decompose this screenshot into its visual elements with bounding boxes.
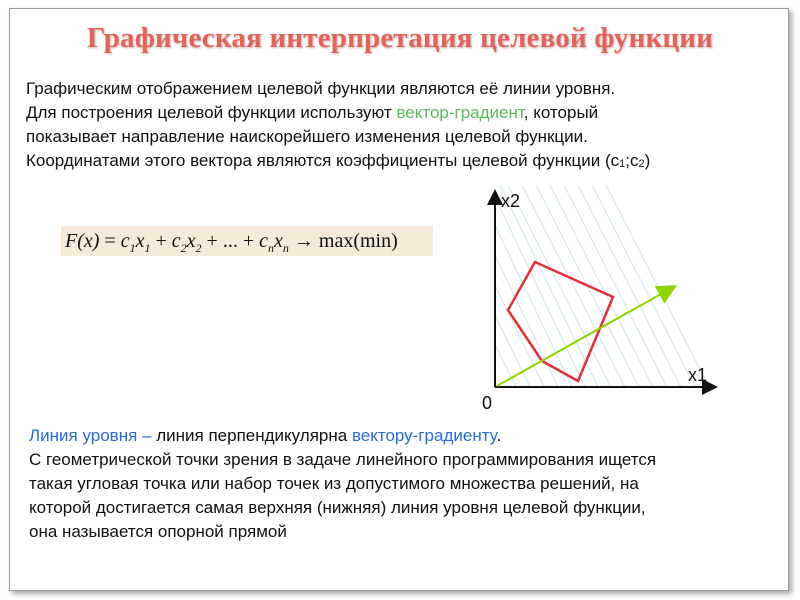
formula-dots: + ... +: [201, 230, 260, 252]
gradient-vector: [497, 289, 670, 386]
formula-cn-sub: n: [268, 241, 274, 255]
definition-line-1-end: .: [496, 426, 502, 445]
level-line-term: Линия уровня –: [29, 426, 152, 445]
formula-c2: c: [171, 230, 181, 252]
gradient-vector-term: вектор-градиент: [396, 103, 524, 122]
objective-function-formula: [61, 226, 433, 256]
definition-line-1-mid: линия перпендикулярна: [151, 426, 352, 445]
intro-line-4: [26, 149, 778, 176]
intro-line-2-start: Для построения целевой функции используют: [26, 103, 397, 122]
intro-line-2: [26, 101, 778, 125]
formula-arrow: →: [288, 230, 319, 252]
formula-c2-sub: 2: [180, 241, 187, 255]
intro-line-4-start: Координатами этого вектора являются коэффициенты целевой функции (с: [26, 151, 620, 170]
definition-line-4: которой достигается самая верхняя (нижняя) линия уровня целевой функции,: [29, 498, 646, 517]
intro-text: [26, 77, 778, 176]
gradient-vector-term-2: вектору-градиенту: [351, 426, 497, 445]
formula-xn-sub: n: [282, 241, 289, 255]
definition-line-2: С геометрической точки зрения в задаче линейного программирования ищется: [29, 450, 657, 469]
intro-line-4-mid: ;с: [625, 151, 639, 170]
intro-line-3: показывает направление наискорейшего изменения целевой функции.: [26, 127, 588, 146]
formula-c1: c: [120, 230, 130, 252]
formula-x2: x: [186, 230, 196, 252]
y-axis-label: x2: [501, 191, 521, 211]
formula-cn: c: [259, 230, 268, 252]
coef-sub-2: 2: [638, 158, 645, 170]
intro-line-2-end: , который: [523, 103, 599, 122]
formula-plus-1: +: [150, 230, 172, 252]
formula-lhs: F(x): [65, 230, 100, 252]
definition-text: [29, 424, 781, 544]
origin-label: 0: [482, 393, 493, 413]
intro-line-1: Графическим отображением целевой функции являются её линии уровня.: [26, 79, 616, 98]
formula-x1: x: [135, 230, 145, 252]
formula-x2-sub: 2: [195, 241, 202, 255]
definition-line-3: такая угловая точка или набор точек из допустимого множества решений, на: [29, 474, 639, 493]
formula-eq: =: [99, 230, 121, 252]
formula-x1-sub: 1: [144, 241, 151, 255]
formula-xn: x: [274, 230, 283, 252]
intro-line-4-end: ): [644, 151, 651, 170]
formula-rhs: max(min): [318, 230, 398, 252]
definition-line-1: [29, 424, 781, 448]
x-axis-label: x1: [688, 365, 708, 385]
graph-svg: [470, 185, 720, 415]
level-lines: [495, 185, 709, 387]
slide-title: Графическая интерпретация целевой функции: [86, 22, 714, 54]
level-lines-graph: [470, 185, 720, 415]
definition-line-5: она называется опорной прямой: [29, 522, 287, 541]
formula-c1-sub: 1: [129, 241, 136, 255]
coef-sub-1: 1: [619, 158, 626, 170]
